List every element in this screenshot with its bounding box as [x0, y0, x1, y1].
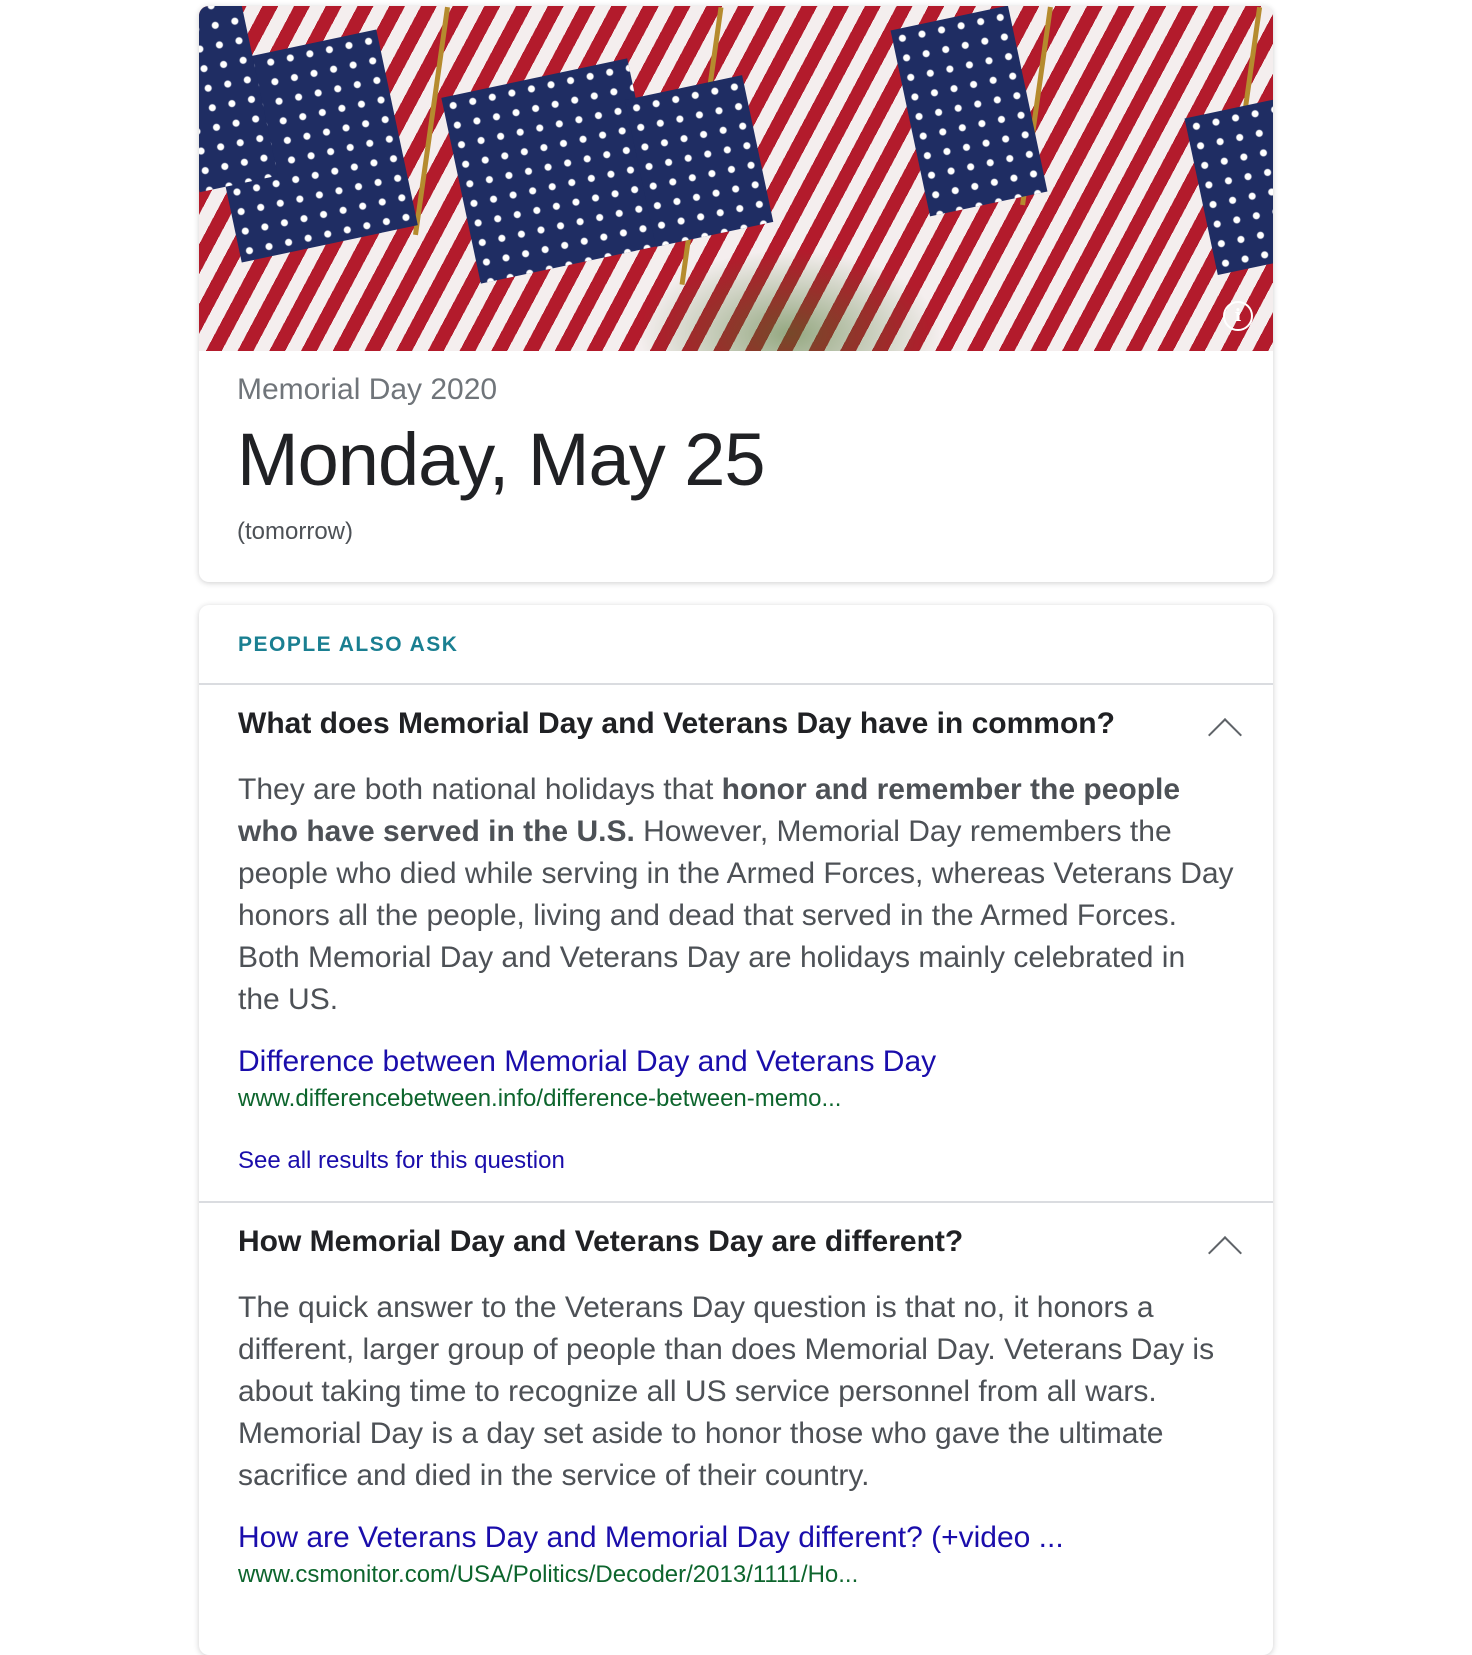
source-link[interactable]: Difference between Memorial Day and Veterans Day: [238, 1045, 937, 1078]
see-all-results-link[interactable]: See all results for this question: [238, 1147, 565, 1174]
source-link[interactable]: How are Veterans Day and Memorial Day different? (+video ...: [238, 1521, 1064, 1554]
question-text: What does Memorial Day and Veterans Day have in common?: [238, 707, 1115, 740]
relative-date: (tomorrow): [237, 518, 354, 545]
holiday-title: Memorial Day 2020: [237, 373, 498, 406]
question-toggle[interactable]: [238, 685, 1234, 751]
people-also-ask-card: [199, 605, 1273, 1655]
holiday-date: Monday, May 25: [237, 418, 765, 501]
qa-item: [199, 685, 1273, 1203]
info-icon[interactable]: i: [1223, 301, 1253, 331]
paa-header: PEOPLE ALSO ASK: [199, 605, 1273, 685]
flags-image: [199, 6, 1273, 351]
question-toggle[interactable]: [238, 1203, 1234, 1269]
source-url: www.differencebetween.info/difference-between-memo...: [238, 1085, 842, 1112]
source-url: www.csmonitor.com/USA/Politics/Decoder/2013/1111/Ho...: [238, 1561, 859, 1588]
answer-text: The quick answer to the Veterans Day question is that no, it honors a different, larger group of people than does Memorial Day. Veterans Day is about taking time to recognize all US service personnel from all wars. Memorial Day is a day set aside to honor those who gave the ultimate sacrifice and died in the service of their country.: [238, 1291, 1215, 1492]
qa-item: [199, 1203, 1273, 1589]
date-card: [199, 6, 1273, 582]
answer-text: They are both national holidays that honor and remember the people who have served in the U.S. However, Memorial Day remembers the people who died while serving in the Armed Forces, whereas Veterans Day honors all the people, living and dead that served in the Armed Forces. Both Memorial Day and Veterans Day are holidays mainly celebrated in the US.: [238, 773, 1234, 1016]
question-text: How Memorial Day and Veterans Day are different?: [238, 1225, 964, 1258]
